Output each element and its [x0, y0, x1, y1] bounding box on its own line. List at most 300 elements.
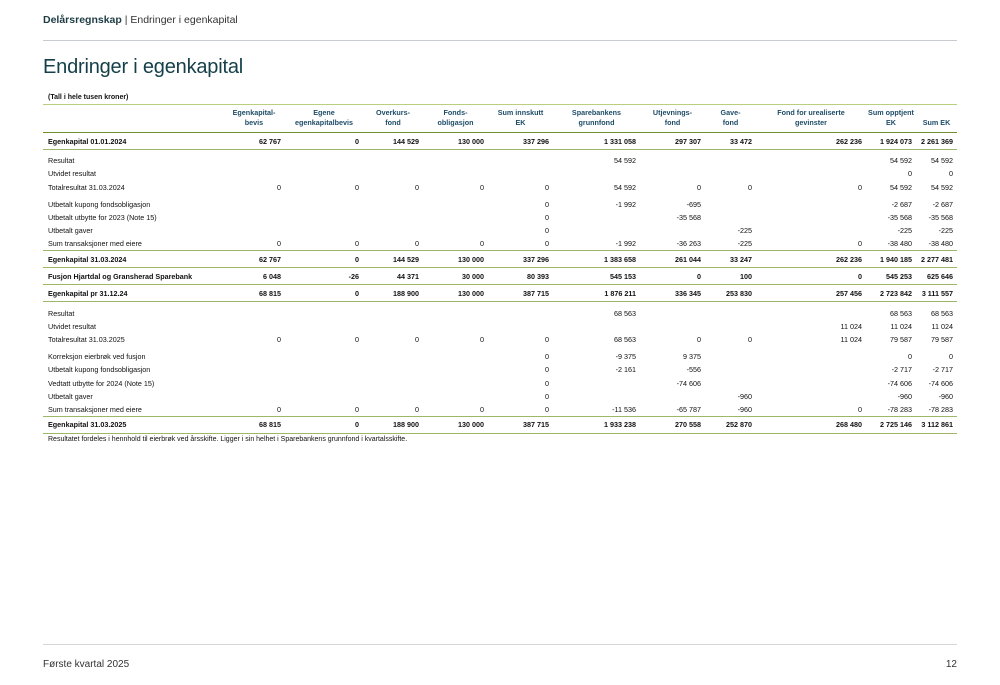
table-row — [43, 251, 957, 268]
table-cell: 0 — [756, 237, 866, 251]
table-cell: 0 — [223, 237, 285, 251]
table-cell — [640, 224, 705, 237]
table-cell: 11 024 — [840, 321, 862, 331]
table-cell: -2 161 — [615, 365, 636, 375]
table-cell: 1 924 073 — [866, 133, 916, 150]
row-label: Resultat — [48, 156, 75, 166]
row-label: Utbetalt gaver — [48, 226, 93, 236]
table-cell: -1 992 — [553, 237, 640, 251]
table-cell: -36 263 — [640, 237, 705, 251]
table-cell — [223, 320, 285, 333]
table-cell — [363, 167, 423, 180]
row-label: Sum transaksjoner med eiere — [43, 403, 223, 417]
table-cell: -2 687 — [891, 199, 912, 209]
table-cell: 0 — [423, 403, 488, 417]
header-separator: | — [121, 14, 131, 26]
table-cell: 79 587 — [890, 334, 912, 344]
table-cell — [488, 150, 553, 168]
table-row — [43, 150, 957, 168]
table-cell — [223, 194, 285, 211]
table-cell: 68 563 — [614, 334, 636, 344]
table-cell: -2 717 — [932, 365, 953, 375]
table-row — [43, 333, 957, 346]
table-cell: 54 592 — [931, 156, 953, 166]
table-cell — [423, 194, 488, 211]
table-cell: -225 — [705, 237, 756, 251]
table-cell: -35 568 — [887, 213, 912, 222]
table-cell: 0 — [748, 334, 752, 344]
table-cell — [363, 363, 423, 376]
table-row — [43, 346, 957, 363]
table-cell: -960 — [705, 403, 756, 417]
table-cell: 0 — [285, 403, 363, 417]
table-cell: 0 — [355, 182, 359, 192]
table-cell: 262 236 — [756, 133, 866, 150]
table-cell: 0 — [285, 133, 363, 150]
row-label: Utbetalt gaver — [48, 391, 93, 401]
table-cell — [756, 167, 866, 180]
table-cell: 252 870 — [705, 416, 756, 433]
table-cell: 0 — [697, 334, 701, 344]
table-cell: -74 606 — [887, 378, 912, 388]
header-section: Endringer i egenkapital — [130, 14, 238, 26]
row-label: Korreksjon eierbrøk ved fusjon — [48, 352, 146, 362]
column-header-line1: Egenkapital- — [232, 108, 276, 117]
table-cell: 68 563 — [614, 308, 636, 318]
table-cell — [285, 224, 363, 237]
row-label: Utbetalt utbytte for 2023 (Note 15) — [48, 213, 157, 222]
header-brand: Delårsregnskap — [43, 14, 122, 26]
column-header-line2: bevis — [244, 118, 264, 128]
table-cell: 0 — [363, 403, 423, 417]
table-cell — [553, 167, 640, 180]
row-label: Egenkapital pr 31.12.24 — [43, 285, 223, 302]
table-cell: 0 — [277, 334, 281, 344]
table-cell: 0 — [285, 416, 363, 433]
table-cell — [223, 363, 285, 376]
table-cell: 0 — [748, 182, 752, 192]
table-cell: 0 — [697, 182, 701, 192]
table-cell — [363, 211, 423, 224]
table-cell: 130 000 — [423, 133, 488, 150]
table-cell — [363, 302, 423, 320]
table-cell — [223, 346, 285, 363]
table-cell — [285, 346, 363, 363]
table-cell: -74 606 — [676, 378, 701, 388]
column-header-line2: EK — [515, 118, 526, 128]
table-cell: 11 024 — [890, 321, 912, 331]
table-row — [43, 224, 957, 237]
table-cell: -9 375 — [615, 352, 636, 362]
table-cell — [640, 302, 705, 320]
table-cell: 0 — [480, 334, 484, 344]
table-cell: -695 — [686, 199, 701, 209]
table-cell: 54 592 — [890, 156, 912, 166]
table-cell: 262 236 — [756, 251, 866, 268]
table-cell: 257 456 — [756, 285, 866, 302]
table-cell: 100 — [705, 268, 756, 285]
table-cell: 3 112 861 — [916, 416, 957, 433]
page-number: 12 — [945, 659, 957, 670]
table-cell: -11 536 — [553, 403, 640, 417]
column-header-line2: grunnfond — [578, 118, 615, 128]
table-cell: -225 — [897, 226, 912, 236]
table-cell — [705, 363, 756, 376]
table-cell: 30 000 — [423, 268, 488, 285]
column-header — [285, 105, 363, 133]
table-cell: -225 — [737, 226, 752, 236]
table-cell — [223, 150, 285, 168]
table-cell: -960 — [737, 391, 752, 401]
table-cell: 0 — [285, 251, 363, 268]
table-cell: -65 787 — [640, 403, 705, 417]
row-label: Utbetalt kupong fondsobligasjon — [48, 199, 151, 209]
column-header-line2: obligasjon — [437, 118, 474, 128]
table-cell — [553, 211, 640, 224]
table-cell: 0 — [756, 268, 866, 285]
column-header-line1: Sum opptjent — [868, 108, 914, 117]
table-cell — [756, 302, 866, 320]
table-cell: 54 592 — [931, 182, 953, 192]
table-cell — [705, 320, 756, 333]
row-label: Sum transaksjoner med eiere — [43, 237, 223, 251]
table-cell: 9 375 — [683, 352, 701, 362]
row-label: Utbetalt kupong fondsobligasjon — [48, 365, 151, 375]
table-cell: 337 296 — [488, 251, 553, 268]
table-cell — [285, 302, 363, 320]
table-cell: 545 253 — [866, 268, 916, 285]
table-cell: -1 992 — [615, 199, 636, 209]
table-cell: 0 — [285, 285, 363, 302]
column-header-line2: Sum EK — [922, 118, 951, 128]
table-cell — [423, 224, 488, 237]
table-cell: 0 — [949, 352, 953, 362]
table-cell: -960 — [897, 391, 912, 401]
footer-period: Første kvartal 2025 — [43, 659, 130, 670]
table-cell: 0 — [756, 403, 866, 417]
table-row — [43, 167, 957, 180]
row-label: Vedtatt utbytte for 2024 (Note 15) — [48, 378, 155, 388]
table-cell — [363, 150, 423, 168]
row-label: Utvidet resultat — [48, 321, 96, 331]
table-cell: -35 568 — [676, 213, 701, 222]
page-title: Endringer i egenkapital — [43, 56, 243, 78]
table-cell: 0 — [640, 268, 705, 285]
table-row — [43, 285, 957, 302]
table-cell — [705, 211, 756, 224]
column-header — [423, 105, 488, 133]
table-cell: 0 — [285, 237, 363, 251]
table-cell: -556 — [686, 365, 701, 375]
table-cell: 270 558 — [640, 416, 705, 433]
table-cell — [223, 376, 285, 389]
table-row — [43, 302, 957, 320]
table-cell: 0 — [223, 403, 285, 417]
table-cell: 1 940 185 — [866, 251, 916, 268]
table-cell — [363, 376, 423, 389]
table-row — [43, 376, 957, 389]
table-cell: 261 044 — [640, 251, 705, 268]
unit-note: (Tall i hele tusen kroner) — [48, 94, 129, 101]
table-cell: 0 — [545, 352, 549, 362]
table-cell: 54 592 — [890, 182, 912, 192]
table-cell — [423, 302, 488, 320]
column-header — [363, 105, 423, 133]
row-label: Utvidet resultat — [48, 169, 96, 179]
table-cell — [223, 302, 285, 320]
header-divider — [43, 40, 957, 41]
table-cell: 2 261 369 — [916, 133, 957, 150]
table-cell — [285, 390, 363, 403]
table-cell: 0 — [545, 213, 549, 222]
table-cell — [423, 167, 488, 180]
page-header — [43, 14, 238, 26]
column-header — [916, 105, 957, 133]
table-cell: 68 563 — [931, 308, 953, 318]
table-cell — [553, 224, 640, 237]
table-cell: 0 — [363, 237, 423, 251]
column-header-line2: fond — [664, 118, 681, 128]
table-cell: 253 830 — [705, 285, 756, 302]
table-row — [43, 211, 957, 224]
equity-changes-table — [43, 104, 957, 434]
table-row — [43, 320, 957, 333]
table-cell: 33 247 — [705, 251, 756, 268]
table-header-row — [43, 105, 957, 133]
row-label: Totalresultat 31.03.2024 — [48, 182, 125, 192]
table-cell: 387 715 — [488, 416, 553, 433]
table-cell: 0 — [423, 237, 488, 251]
column-header-line2: EK — [886, 118, 896, 128]
table-cell — [553, 390, 640, 403]
table-cell: 0 — [488, 403, 553, 417]
table-cell — [640, 167, 705, 180]
table-cell: 1 876 211 — [553, 285, 640, 302]
table-row — [43, 363, 957, 376]
table-cell — [423, 376, 488, 389]
table-cell: 11 024 — [840, 334, 862, 344]
table-cell — [223, 211, 285, 224]
table-cell: 62 767 — [223, 133, 285, 150]
table-cell: 0 — [355, 334, 359, 344]
row-label: Egenkapital 31.03.2024 — [43, 251, 223, 268]
table-cell — [363, 390, 423, 403]
table-cell: 130 000 — [423, 416, 488, 433]
table-cell: 0 — [858, 182, 862, 192]
table-cell: -26 — [285, 268, 363, 285]
table-cell — [553, 320, 640, 333]
table-cell: 0 — [415, 334, 419, 344]
table-cell — [756, 363, 866, 376]
row-label: Totalresultat 31.03.2025 — [48, 334, 125, 344]
table-cell — [285, 150, 363, 168]
table-cell: -38 480 — [916, 237, 957, 251]
table-cell — [285, 363, 363, 376]
row-label: Resultat — [48, 308, 75, 318]
column-header-line1: Sum innskutt — [497, 108, 544, 117]
table-cell — [423, 320, 488, 333]
table-cell — [705, 194, 756, 211]
table-cell — [488, 302, 553, 320]
table-cell: 11 024 — [931, 321, 953, 331]
table-cell: -225 — [938, 226, 953, 236]
table-row — [43, 133, 957, 150]
table-cell — [285, 320, 363, 333]
column-header — [756, 105, 866, 133]
column-header — [223, 105, 285, 133]
table-row — [43, 403, 957, 417]
table-cell: 1 383 658 — [553, 251, 640, 268]
table-cell: -78 283 — [866, 403, 916, 417]
table-cell — [223, 167, 285, 180]
table-cell: 2 725 146 — [866, 416, 916, 433]
table-cell — [705, 167, 756, 180]
table-cell — [423, 390, 488, 403]
table-cell — [756, 376, 866, 389]
column-header — [488, 105, 553, 133]
table-cell: 130 000 — [423, 251, 488, 268]
table-cell — [285, 167, 363, 180]
table-cell: 625 646 — [916, 268, 957, 285]
column-header-line2: fond — [385, 118, 401, 128]
table-cell: 54 592 — [614, 182, 636, 192]
table-row — [43, 181, 957, 194]
table-cell: 33 472 — [705, 133, 756, 150]
table-cell — [705, 376, 756, 389]
table-cell: 0 — [949, 169, 953, 179]
column-header-line1: Overkurs- — [376, 108, 410, 117]
table-cell — [640, 320, 705, 333]
table-cell — [488, 320, 553, 333]
table-cell: 0 — [488, 237, 553, 251]
column-header-line2: egenkapitalbevis — [295, 118, 353, 128]
table-cell: 2 723 842 — [866, 285, 916, 302]
table-cell — [285, 376, 363, 389]
table-cell — [363, 346, 423, 363]
column-header-line1: Sparebankens — [571, 108, 622, 117]
table-cell — [285, 194, 363, 211]
table-cell: 297 307 — [640, 133, 705, 150]
table-cell: 0 — [415, 182, 419, 192]
table-cell — [756, 346, 866, 363]
table-cell: 6 048 — [223, 268, 285, 285]
table-cell: 1 933 238 — [553, 416, 640, 433]
table-cell: 3 111 557 — [916, 285, 957, 302]
table-cell: 268 480 — [756, 416, 866, 433]
column-header — [553, 105, 640, 133]
column-header — [640, 105, 705, 133]
row-label: Egenkapital 31.03.2025 — [43, 416, 223, 433]
column-header-line1: Utjevnings- — [652, 108, 693, 117]
table-cell — [640, 150, 705, 168]
table-cell: 144 529 — [363, 133, 423, 150]
table-cell — [756, 224, 866, 237]
column-header — [705, 105, 756, 133]
table-cell: 0 — [545, 226, 549, 236]
table-cell: 130 000 — [423, 285, 488, 302]
table-cell: -2 687 — [932, 199, 953, 209]
column-header-line2: gevinster — [795, 118, 827, 128]
table-cell — [223, 224, 285, 237]
table-cell: 44 371 — [363, 268, 423, 285]
table-cell: 0 — [545, 365, 549, 375]
column-header-line1: Egene — [313, 108, 335, 117]
column-header-line1: Fond for urealiserte — [777, 108, 845, 117]
table-cell: 54 592 — [614, 156, 636, 166]
table-cell — [705, 302, 756, 320]
table-cell: 545 153 — [553, 268, 640, 285]
table-cell — [363, 320, 423, 333]
column-header-line1: Gave- — [720, 108, 741, 117]
row-label: Egenkapital 01.01.2024 — [43, 133, 223, 150]
column-header — [866, 105, 916, 133]
table-cell — [756, 194, 866, 211]
table-cell: 1 331 058 — [553, 133, 640, 150]
table-cell: 0 — [545, 334, 549, 344]
table-cell: -78 283 — [916, 403, 957, 417]
table-cell: -2 717 — [891, 365, 912, 375]
table-row — [43, 416, 957, 433]
footer-divider — [43, 644, 957, 645]
table-cell — [423, 363, 488, 376]
table-cell — [223, 390, 285, 403]
table-cell: 0 — [545, 378, 549, 388]
table-cell: 188 900 — [363, 416, 423, 433]
row-label: Fusjon Hjartdal og Gransherad Sparebank — [43, 268, 223, 285]
table-row — [43, 390, 957, 403]
table-cell — [756, 390, 866, 403]
table-cell — [553, 376, 640, 389]
table-cell: 79 587 — [931, 334, 953, 344]
column-header-line2: fond — [722, 118, 739, 128]
table-cell — [423, 346, 488, 363]
table-row — [43, 194, 957, 211]
table-cell: 68 563 — [890, 308, 912, 318]
table-cell: 336 345 — [640, 285, 705, 302]
table-cell — [705, 150, 756, 168]
table-cell: -35 568 — [928, 213, 953, 222]
table-body — [43, 133, 957, 434]
table-cell — [756, 150, 866, 168]
table-cell — [705, 346, 756, 363]
table-cell — [285, 211, 363, 224]
table-cell: 2 277 481 — [916, 251, 957, 268]
table-cell: -74 606 — [928, 378, 953, 388]
column-header-line1: Fonds- — [443, 108, 468, 117]
table-cell: 0 — [480, 182, 484, 192]
table-cell — [363, 224, 423, 237]
table-cell — [488, 167, 553, 180]
table-cell: 144 529 — [363, 251, 423, 268]
table-cell: 0 — [545, 199, 549, 209]
table-cell: -960 — [938, 391, 953, 401]
table-cell — [423, 211, 488, 224]
table-cell — [640, 390, 705, 403]
table-cell — [756, 211, 866, 224]
table-cell: -38 480 — [866, 237, 916, 251]
table-cell — [363, 194, 423, 211]
table-cell: 68 815 — [223, 285, 285, 302]
table-cell: 0 — [277, 182, 281, 192]
table-cell: 68 815 — [223, 416, 285, 433]
table-cell: 0 — [908, 169, 912, 179]
table-cell: 387 715 — [488, 285, 553, 302]
table-cell: 0 — [545, 391, 549, 401]
table-cell: 80 393 — [488, 268, 553, 285]
table-row — [43, 268, 957, 285]
table-cell: 0 — [545, 182, 549, 192]
footnote: Resultatet fordeles i hennhold til eierbrøk ved årsskifte. Ligger i sin helhet i Sparebankens grunnfond i kvartalsskifte. — [48, 436, 408, 443]
